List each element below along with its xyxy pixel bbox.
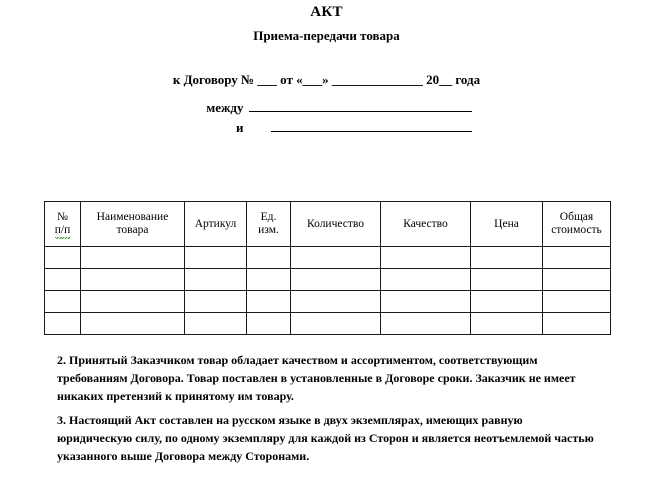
between-label: между — [206, 100, 244, 115]
table-cell-empty[interactable] — [381, 247, 471, 269]
table-cell-empty[interactable] — [81, 247, 185, 269]
table-cell-empty[interactable] — [291, 247, 381, 269]
between-blank-rule — [249, 99, 472, 112]
table-header-row — [45, 202, 611, 247]
document-title: АКТ — [310, 4, 343, 20]
goods-table — [44, 201, 611, 335]
column-header-number: № п/п — [45, 202, 81, 247]
table-cell-empty[interactable] — [543, 291, 611, 313]
table-cell-empty[interactable] — [185, 269, 247, 291]
table-cell-empty[interactable] — [543, 269, 611, 291]
table-cell-empty[interactable] — [381, 313, 471, 335]
and-label: и — [236, 120, 244, 135]
column-header-product-name: Наименование товара — [81, 202, 185, 247]
table-cell-empty[interactable] — [247, 291, 291, 313]
table-cell-empty[interactable] — [291, 269, 381, 291]
table-cell-empty[interactable] — [381, 291, 471, 313]
clause-3-paragraph: 3. Настоящий Акт составлен на русском языке в двух экземплярах, имеющих равную юридическую силу, по одному экземпляру для каждой из Сторон и является неотъемлемой частью указанного выше Договора между Сторонами. — [57, 413, 594, 464]
table-cell-empty[interactable] — [291, 291, 381, 313]
column-header-article: Артикул — [185, 202, 247, 247]
table-cell-empty[interactable] — [81, 269, 185, 291]
table-cell-empty[interactable] — [81, 313, 185, 335]
and-party-line — [0, 119, 653, 136]
column-header-price: Цена — [471, 202, 543, 247]
table-cell-empty[interactable] — [45, 291, 81, 313]
table-cell-empty[interactable] — [471, 247, 543, 269]
column-header-total-cost: Общая стоимость — [543, 202, 611, 247]
table-row[interactable] — [45, 313, 611, 335]
table-cell-empty[interactable] — [381, 269, 471, 291]
contract-reference-line: к Договору № ___ от «___» ______________ 20__ года — [172, 72, 481, 87]
table-row[interactable] — [45, 247, 611, 269]
column-header-quality: Качество — [381, 202, 471, 247]
document-subtitle: Приема-передачи товара — [253, 28, 400, 43]
table-cell-empty[interactable] — [543, 313, 611, 335]
table-cell-empty[interactable] — [471, 291, 543, 313]
table-cell-empty[interactable] — [45, 269, 81, 291]
table-cell-empty[interactable] — [45, 247, 81, 269]
table-cell-empty[interactable] — [543, 247, 611, 269]
and-blank-rule — [271, 119, 472, 132]
table-cell-empty[interactable] — [247, 247, 291, 269]
table-cell-empty[interactable] — [471, 269, 543, 291]
between-party-line — [0, 99, 653, 116]
table-row[interactable] — [45, 269, 611, 291]
table-cell-empty[interactable] — [247, 269, 291, 291]
column-header-unit: Ед. изм. — [247, 202, 291, 247]
table-cell-empty[interactable] — [291, 313, 381, 335]
table-cell-empty[interactable] — [45, 313, 81, 335]
table-cell-empty[interactable] — [185, 247, 247, 269]
table-cell-empty[interactable] — [471, 313, 543, 335]
column-header-quantity: Количество — [291, 202, 381, 247]
table-cell-empty[interactable] — [185, 313, 247, 335]
clause-2-paragraph: 2. Принятый Заказчиком товар обладает качеством и ассортиментом, соответствующим требованиям Договора. Товар поставлен в установленные в Договоре сроки. Заказчик не имеет никаких претензий к принятому им товару. — [57, 353, 576, 404]
table-body — [45, 247, 611, 335]
table-cell-empty[interactable] — [247, 313, 291, 335]
table-row[interactable] — [45, 291, 611, 313]
table-cell-empty[interactable] — [185, 291, 247, 313]
table-cell-empty[interactable] — [81, 291, 185, 313]
